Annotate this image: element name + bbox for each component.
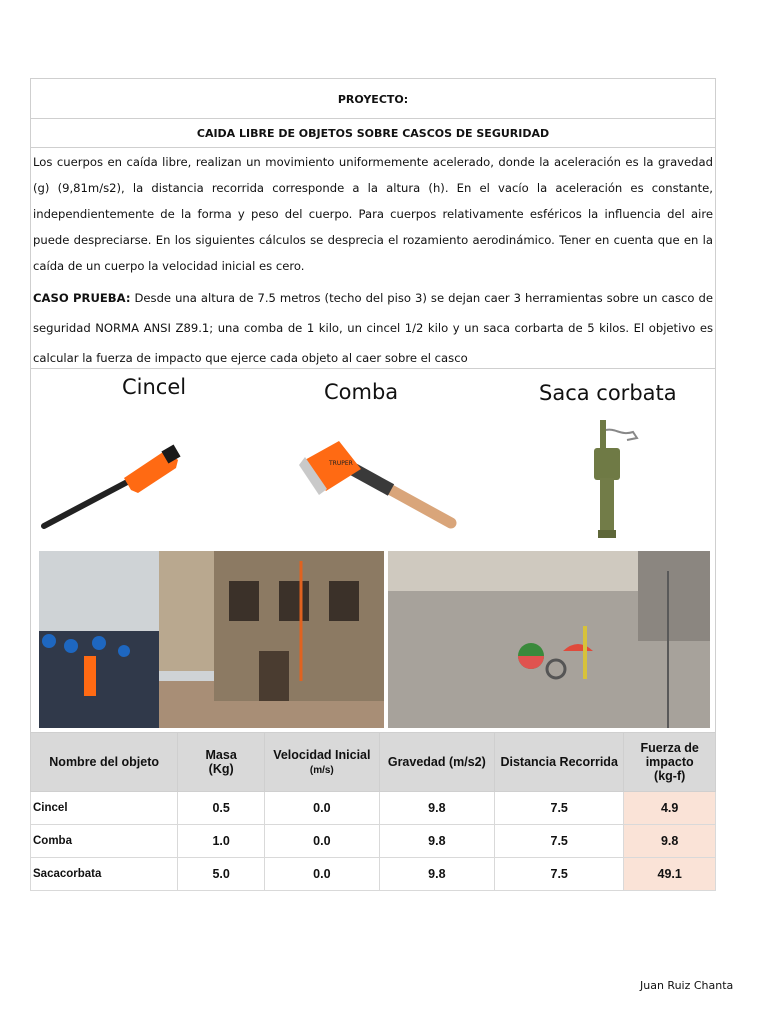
row-mass: 0.5: [178, 792, 265, 825]
col-name-header: Nombre del objeto: [31, 733, 178, 792]
tie-puller-label: Saca corbata: [539, 381, 677, 405]
impact-table: [30, 732, 716, 891]
col-distance-header: Distancia Recorrida: [495, 733, 624, 792]
row-distance: 7.5: [495, 825, 624, 858]
intro-paragraph: Los cuerpos en caída libre, realizan un movimiento uniformemente acelerado, donde la aceleración es la gravedad (g) (9,81m/s2), la distancia recorrida corresponde a la altura (h). En el vacío la aceleración es constante, independientemente de la forma y peso del cuerpo. Para cuerpos relativamente esféricos la influencia del aire puede despreciarse. En los siguientes cálculos se desprecia el rozamiento aerodinámico. Tener en cuenta que en la caída de un cuerpo la velocidad inicial es cero.: [33, 155, 713, 273]
author-name: Juan Ruiz Chanta: [640, 979, 734, 992]
row-gravity: 9.8: [379, 825, 494, 858]
row-force: 49.1: [624, 858, 716, 891]
tie-puller-image: [581, 418, 651, 543]
media-section: [30, 368, 716, 732]
row-velocity: 0.0: [265, 858, 380, 891]
row-name: Cincel: [31, 792, 178, 825]
row-velocity: 0.0: [265, 792, 380, 825]
construction-site-photo: [39, 551, 384, 728]
chisel-image: [36, 438, 186, 538]
col-velocity-header: [265, 733, 380, 792]
force-label: Fuerza de impacto: [640, 741, 699, 769]
document-title: CAIDA LIBRE DE OBJETOS SOBRE CASCOS DE SEGURIDAD: [30, 118, 716, 148]
case-label: CASO PRUEBA:: [33, 291, 131, 305]
row-mass: 1.0: [178, 825, 265, 858]
row-mass: 5.0: [178, 858, 265, 891]
project-label: PROYECTO:: [30, 78, 716, 119]
row-distance: 7.5: [495, 792, 624, 825]
row-velocity: 0.0: [265, 825, 380, 858]
table-header-row: [31, 733, 716, 792]
case-text: Desde una altura de 7.5 metros (techo del piso 3) se dejan caer 3 herramientas sobre un casco de seguridad NORMA ANSI Z89.1; una comba de 1 kilo, un cincel 1/2 kilo y un saca corbarta de 5 kilos. El objetivo es calcular la fuerza de impacto que ejerce cada objeto al caer sobre el casco: [33, 291, 713, 365]
row-name: Comba: [31, 825, 178, 858]
chisel-label: Cincel: [122, 375, 187, 399]
intro-section: [30, 147, 716, 369]
row-gravity: 9.8: [379, 858, 494, 891]
impact-test-photo: [388, 551, 710, 728]
row-force: 9.8: [624, 825, 716, 858]
mass-label: Masa: [205, 748, 237, 762]
col-gravity-header: Gravedad (m/s2): [379, 733, 494, 792]
velocity-label: Velocidad Inicial: [273, 748, 371, 762]
mass-unit: (Kg): [208, 762, 234, 776]
force-unit: (kg-f): [654, 769, 686, 783]
hammer-brand: TRUPER: [329, 460, 353, 467]
sledgehammer-image: [291, 433, 461, 543]
row-gravity: 9.8: [379, 792, 494, 825]
case-paragraph: [33, 283, 713, 373]
table-row: [31, 792, 716, 825]
row-force: 4.9: [624, 792, 716, 825]
table-row: [31, 858, 716, 891]
velocity-unit: (m/s): [309, 765, 334, 776]
col-mass-header: [178, 733, 265, 792]
row-distance: 7.5: [495, 858, 624, 891]
row-name: Sacacorbata: [31, 858, 178, 891]
table-row: [31, 825, 716, 858]
col-force-header: [624, 733, 716, 792]
sledgehammer-label: Comba: [324, 380, 399, 404]
